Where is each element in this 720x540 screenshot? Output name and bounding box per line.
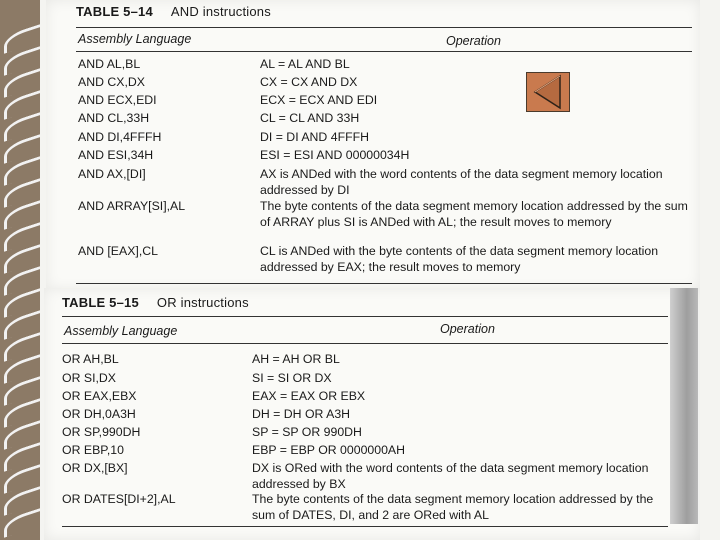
and-table-scan	[46, 0, 700, 290]
row-assembly: OR DH,0A3H	[62, 407, 136, 421]
page-edge-shadow	[670, 288, 698, 524]
row-operation: The byte contents of the data segment memory location addressed by the sum of DATES, DI, and 2 are ORed with AL	[252, 492, 654, 522]
and-table-top-rule	[76, 27, 692, 28]
row-assembly: AND CX,DX	[78, 75, 145, 89]
row-assembly: AND ARRAY[SI],AL	[78, 199, 186, 213]
and-table-title	[76, 4, 271, 19]
or-table-title	[62, 295, 249, 310]
row-assembly: AND [EAX],CL	[78, 244, 158, 258]
row-assembly: OR SP,990DH	[62, 425, 141, 439]
row-operation: ECX = ECX AND EDI	[260, 93, 378, 107]
row-assembly: OR EAX,EBX	[62, 389, 137, 403]
row-assembly: AND ECX,EDI	[78, 93, 157, 107]
row-assembly: AND DI,4FFFH	[78, 130, 162, 144]
row-operation: DH = DH OR A3H	[252, 407, 351, 421]
row-operation: CL is ANDed with the byte contents of the data segment memory location addressed by EAX; the result moves to memory	[260, 244, 659, 274]
triangle-left-icon	[527, 73, 569, 111]
and-table-header-rule	[76, 51, 692, 52]
row-operation: DX is ORed with the word contents of the data segment memory location addressed by BX	[252, 461, 649, 491]
or-header-assembly: Assembly Language	[64, 324, 178, 338]
row-operation: The byte contents of the data segment memory location addressed by the sum of ARRAY plus SI is ANDed with AL; the result moves to memory	[260, 199, 688, 229]
or-table-number: TABLE 5–15	[62, 295, 139, 310]
or-table-header-rule	[62, 343, 668, 344]
or-header-operation: Operation	[440, 322, 495, 336]
or-table-scan	[44, 288, 700, 540]
row-operation: SI = SI OR DX	[252, 371, 332, 385]
row-assembly: AND ESI,34H	[78, 148, 154, 162]
row-assembly: AND AX,[DI]	[78, 167, 146, 181]
row-operation: AL = AL AND BL	[260, 57, 350, 71]
row-operation: ESI = ESI AND 00000034H	[260, 148, 410, 162]
row-operation: CX = CX AND DX	[260, 75, 358, 89]
row-operation: EBP = EBP OR 0000000AH	[252, 443, 406, 457]
row-assembly: OR EBP,10	[62, 443, 124, 457]
row-assembly: AND CL,33H	[78, 111, 150, 125]
row-assembly: OR AH,BL	[62, 352, 119, 366]
or-table-bottom-rule	[62, 526, 668, 527]
and-header-assembly: Assembly Language	[78, 32, 192, 46]
row-operation: AH = AH OR BL	[252, 352, 340, 366]
spiral-binding	[0, 0, 50, 540]
and-header-operation: Operation	[446, 34, 501, 48]
row-operation: CL = CL AND 33H	[260, 111, 360, 125]
row-assembly: OR DATES[DI+2],AL	[62, 492, 176, 506]
row-operation: SP = SP OR 990DH	[252, 425, 362, 439]
or-table-name: OR instructions	[156, 295, 249, 310]
row-assembly: OR SI,DX	[62, 371, 116, 385]
row-assembly: OR DX,[BX]	[62, 461, 128, 475]
and-table-bottom-rule	[76, 283, 692, 284]
previous-slide-button[interactable]	[526, 72, 570, 112]
row-operation: AX is ANDed with the word contents of the data segment memory location addressed by DI	[260, 167, 663, 197]
and-table-number: TABLE 5–14	[76, 4, 153, 19]
row-assembly: AND AL,BL	[78, 57, 141, 71]
or-table-top-rule	[62, 316, 668, 317]
row-operation: DI = DI AND 4FFFH	[260, 130, 369, 144]
and-table-name: AND instructions	[170, 4, 271, 19]
row-operation: EAX = EAX OR EBX	[252, 389, 366, 403]
